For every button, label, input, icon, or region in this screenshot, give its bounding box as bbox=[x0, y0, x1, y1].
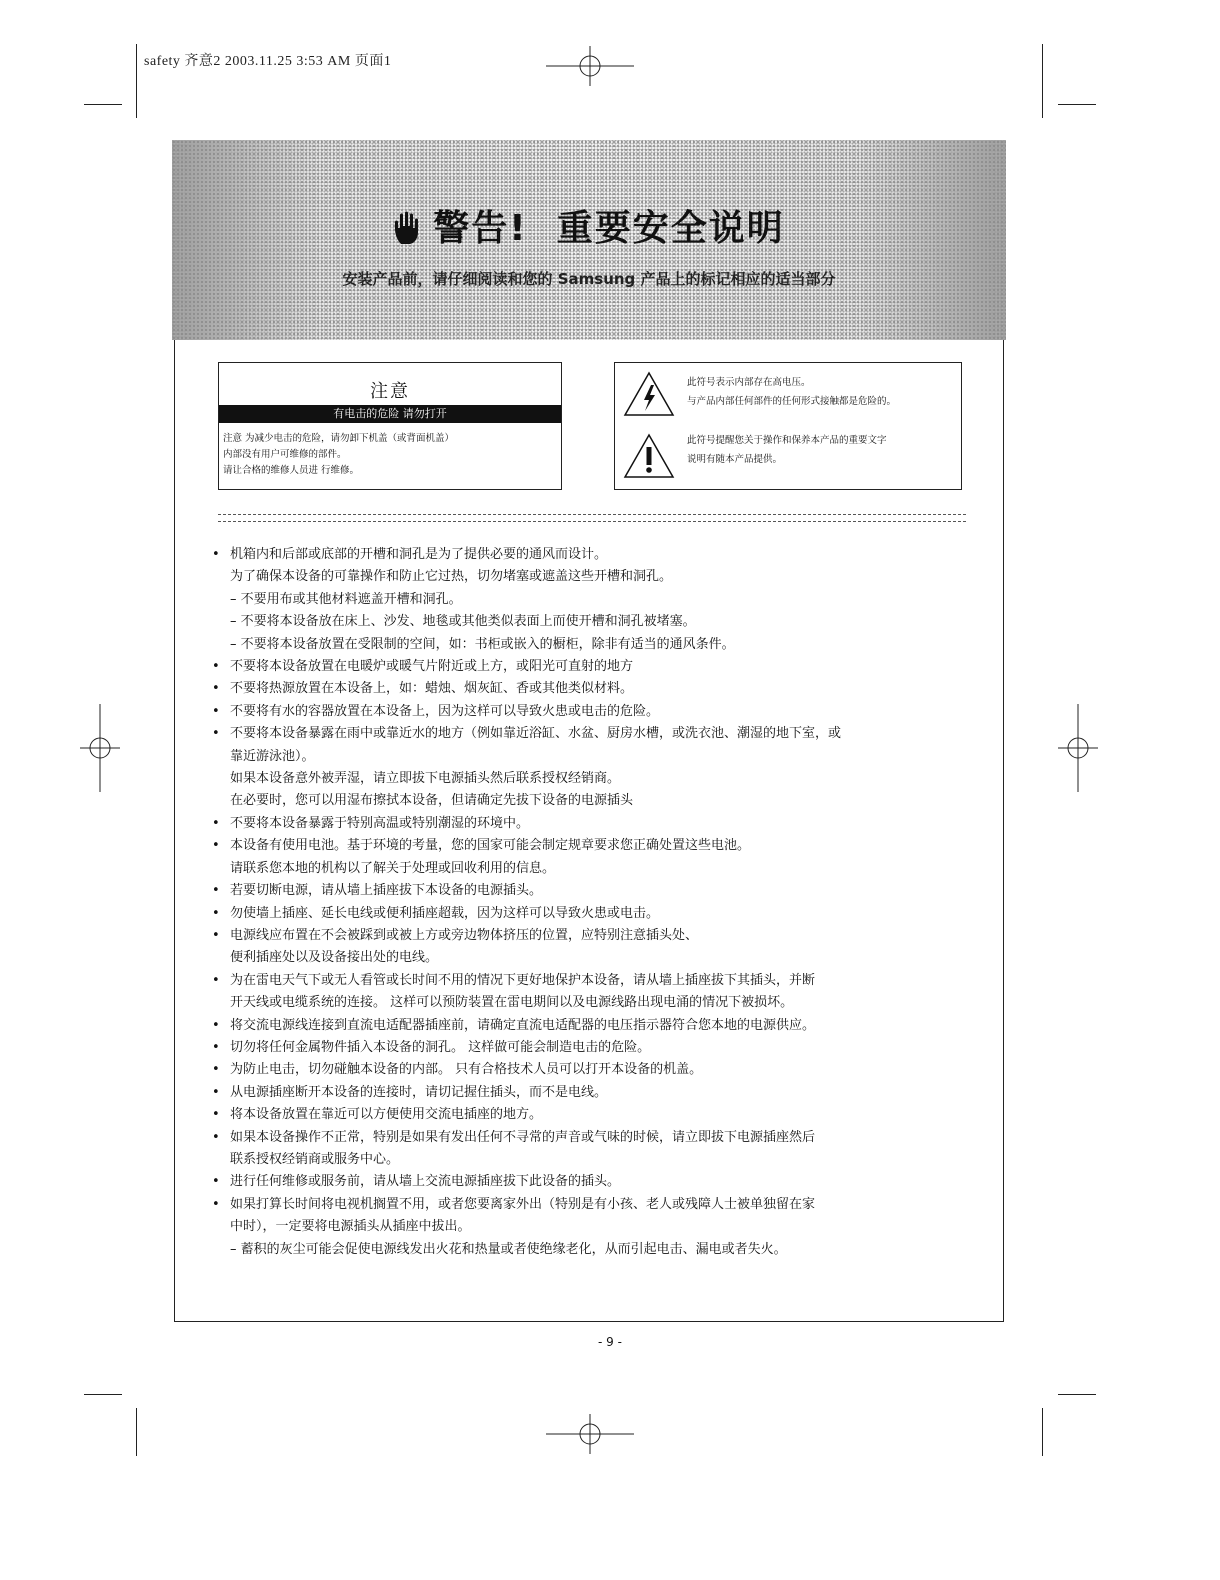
list-item bbox=[210, 835, 980, 857]
caution-bar: 有电击的危险 请勿打开 bbox=[219, 405, 561, 423]
caution-text bbox=[219, 423, 561, 479]
list-item bbox=[210, 656, 980, 678]
list-item-text: – 不要将本设备放在床上、沙发、地毯或其他类似表面上而使开槽和洞孔被堵塞。 bbox=[230, 614, 696, 630]
list-item bbox=[210, 1194, 980, 1216]
page-title bbox=[172, 200, 1006, 251]
list-item-text: 不要将本设备放置在电暖炉或暖气片附近或上方，或阳光可直射的地方 bbox=[230, 659, 634, 675]
bullet-icon: • bbox=[212, 927, 220, 943]
bullet-icon: • bbox=[212, 1174, 220, 1190]
hand-stop-icon bbox=[393, 210, 423, 246]
bullet-icon: • bbox=[212, 659, 220, 675]
divider bbox=[218, 514, 966, 515]
list-item-text: 进行任何维修或服务前，请从墙上交流电源插座拔下此设备的插头。 bbox=[230, 1174, 621, 1190]
page-number: - 9 - bbox=[598, 1335, 622, 1349]
divider bbox=[218, 521, 966, 522]
list-item-text: 便利插座处以及设备接出处的电线。 bbox=[230, 950, 439, 966]
list-item-continuation bbox=[210, 566, 980, 588]
list-item-text: 电源线应布置在不会被踩到或被上方或旁边物体挤压的位置，应特别注意插头处、 bbox=[230, 927, 699, 943]
list-item-text: 在必要时，您可以用湿布擦拭本设备，但请确定先拔下设备的电源插头 bbox=[230, 793, 634, 809]
list-item bbox=[210, 1015, 980, 1037]
symbol-legend-box bbox=[614, 362, 962, 490]
high-voltage-icon bbox=[623, 371, 675, 417]
list-item-text: 机箱内和后部或底部的开槽和洞孔是为了提供必要的通风而设计。 bbox=[230, 547, 608, 562]
list-item-continuation bbox=[210, 611, 980, 633]
bullet-icon: • bbox=[212, 1039, 220, 1055]
list-item-text: – 不要用布或其他材料遮盖开槽和洞孔。 bbox=[230, 591, 462, 607]
crop-mark bbox=[1058, 1394, 1096, 1395]
list-item-continuation bbox=[210, 589, 980, 611]
caution-line: 请让合格的维修人员进 行维修。 bbox=[223, 465, 360, 476]
bullet-icon: • bbox=[212, 838, 220, 854]
lightning-text: 此符号表示内部存在高电压。 bbox=[687, 377, 811, 388]
crop-mark bbox=[84, 104, 122, 105]
list-item bbox=[210, 1082, 980, 1104]
bullet-icon: • bbox=[212, 972, 220, 988]
bullet-icon: • bbox=[212, 815, 220, 831]
list-item-text: 将本设备放置在靠近可以方便使用交流电插座的地方。 bbox=[230, 1107, 543, 1123]
bullet-icon: • bbox=[212, 1084, 220, 1100]
list-item-text: – 蓄积的灰尘可能会促使电源线发出火花和热量或者使绝缘老化，从而引起电击、漏电或者失火。 bbox=[230, 1241, 787, 1257]
crop-mark bbox=[136, 44, 137, 118]
exclamation-text: 此符号提醒您关于操作和保养本产品的重要文字 bbox=[687, 435, 887, 446]
print-slug: safety 齐意2 2003.11.25 3:53 AM 页面1 bbox=[144, 54, 392, 69]
list-item-continuation bbox=[210, 746, 980, 768]
list-item-text: 本设备有使用电池。基于环境的考量，您的国家可能会制定规章要求您正确处置这些电池。 bbox=[230, 838, 751, 854]
list-item-continuation bbox=[210, 768, 980, 790]
title-main: 重要安全说明 bbox=[556, 208, 785, 249]
bullet-icon: • bbox=[212, 883, 220, 899]
caution-box bbox=[218, 362, 562, 490]
list-item bbox=[210, 813, 980, 835]
list-item bbox=[210, 1171, 980, 1193]
lightning-symbol-row bbox=[615, 363, 961, 425]
list-item-text: 靠近游泳池）。 bbox=[230, 748, 315, 764]
caution-line: 内部没有用户可维修的部件。 bbox=[223, 449, 347, 460]
list-item-text: 切勿将任何金属物件插入本设备的洞孔。 这样做可能会制造电击的危险。 bbox=[230, 1039, 651, 1055]
list-item-text: 如果本设备操作不正常，特别是如果有发出任何不寻常的声音或气味的时候，请立即拔下电源插座然后 bbox=[230, 1129, 816, 1145]
list-item-continuation bbox=[210, 1239, 980, 1261]
exclamation-warning-icon bbox=[623, 433, 675, 479]
list-item bbox=[210, 723, 980, 745]
list-item-text: 若要切断电源，请从墙上插座拔下本设备的电源插头。 bbox=[230, 883, 543, 899]
list-item-continuation bbox=[210, 790, 980, 812]
bullet-icon: • bbox=[212, 1062, 220, 1078]
list-item-continuation bbox=[210, 1216, 980, 1238]
list-item-text: 勿使墙上插座、延长电线或便利插座超载，因为这样可以导致火患或电击。 bbox=[230, 905, 660, 921]
crop-mark bbox=[1042, 1408, 1043, 1456]
list-item-text: 为在雷电天气下或无人看管或长时间不用的情况下更好地保护本设备，请从墙上插座拔下其插头，并断 bbox=[230, 972, 816, 988]
crop-mark bbox=[136, 1408, 137, 1456]
bullet-icon: • bbox=[212, 1107, 220, 1123]
list-item-text: 从电源插座断开本设备的连接时，请切记握住插头，而不是电线。 bbox=[230, 1084, 608, 1100]
list-item bbox=[210, 880, 980, 902]
list-item-text: 不要将有水的容器放置在本设备上，因为这样可以导致火患或电击的危险。 bbox=[230, 703, 660, 719]
list-item-text: 不要将本设备暴露于特别高温或特别潮湿的环境中。 bbox=[230, 815, 530, 831]
crop-mark bbox=[84, 1394, 122, 1395]
list-item-text: – 不要将本设备放置在受限制的空间，如：书柜或嵌入的橱柜，除非有适当的通风条件。 bbox=[230, 636, 735, 652]
list-item-continuation bbox=[210, 947, 980, 969]
list-item-continuation bbox=[210, 858, 980, 880]
list-item bbox=[210, 970, 980, 992]
list-item-continuation bbox=[210, 634, 980, 656]
list-item bbox=[210, 903, 980, 925]
safety-instructions-list bbox=[210, 544, 980, 1261]
list-item-continuation bbox=[210, 1149, 980, 1171]
crop-mark bbox=[1058, 104, 1096, 105]
list-item bbox=[210, 544, 980, 566]
warning-header-band bbox=[172, 140, 1006, 340]
list-item bbox=[210, 1037, 980, 1059]
list-item bbox=[210, 678, 980, 700]
list-item bbox=[210, 1104, 980, 1126]
registration-mark-icon bbox=[80, 704, 120, 792]
list-item-text: 如果打算长时间将电视机搁置不用，或者您要离家外出（特别是有小孩、老人或残障人士被单独留在家 bbox=[230, 1196, 816, 1212]
exclamation-text: 说明有随本产品提供。 bbox=[687, 454, 783, 465]
bullet-icon: • bbox=[212, 905, 220, 921]
list-item bbox=[210, 1127, 980, 1149]
page-subtitle: 安装产品前，请仔细阅读和您的 Samsung 产品上的标记相应的适当部分 bbox=[342, 270, 836, 288]
list-item-text: 不要将本设备暴露在雨中或靠近水的地方（例如靠近浴缸、水盆、厨房水槽，或洗衣池、潮湿的地下室，或 bbox=[230, 726, 842, 742]
bullet-icon: • bbox=[212, 547, 220, 562]
list-item bbox=[210, 1059, 980, 1081]
list-item-text: 中时），一定要将电源插头从插座中拔出。 bbox=[230, 1219, 471, 1235]
bullet-icon: • bbox=[212, 1017, 220, 1033]
lightning-text: 与产品内部任何部件的任何形式接触都是危险的。 bbox=[687, 396, 897, 407]
list-item bbox=[210, 701, 980, 723]
registration-mark-icon bbox=[1058, 704, 1098, 792]
registration-mark-icon bbox=[546, 46, 634, 86]
title-warning: 警告! bbox=[433, 208, 528, 249]
registration-mark-icon bbox=[546, 1414, 634, 1454]
caution-line: 注意 为减少电击的危险，请勿卸下机盖（或背面机盖） bbox=[223, 433, 455, 444]
bullet-icon: • bbox=[212, 1129, 220, 1145]
list-item-text: 将交流电源线连接到直流电适配器插座前，请确定直流电适配器的电压指示器符合您本地的电源供应。 bbox=[230, 1017, 816, 1033]
list-item-text: 为了确保本设备的可靠操作和防止它过热，切勿堵塞或遮盖这些开槽和洞孔。 bbox=[230, 569, 673, 585]
caution-title: 注意 bbox=[370, 381, 410, 402]
list-item-text: 开天线或电缆系统的连接。 这样可以预防装置在雷电期间以及电源线路出现电涌的情况下被损坏。 bbox=[230, 995, 794, 1011]
list-item bbox=[210, 925, 980, 947]
list-item-text: 如果本设备意外被弄湿，请立即拔下电源插头然后联系授权经销商。 bbox=[230, 771, 621, 787]
list-item-text: 请联系您本地的机构以了解关于处理或回收利用的信息。 bbox=[230, 860, 556, 876]
crop-mark bbox=[1042, 44, 1043, 118]
exclamation-symbol-row bbox=[615, 425, 961, 487]
bullet-icon: • bbox=[212, 703, 220, 719]
list-item-text: 为防止电击，切勿碰触本设备的内部。 只有合格技术人员可以打开本设备的机盖。 bbox=[230, 1062, 703, 1078]
bullet-icon: • bbox=[212, 1196, 220, 1212]
list-item-continuation bbox=[210, 992, 980, 1014]
list-item-text: 不要将热源放置在本设备上，如：蜡烛、烟灰缸、香或其他类似材料。 bbox=[230, 681, 634, 697]
bullet-icon: • bbox=[212, 726, 220, 742]
list-item-text: 联系授权经销商或服务中心。 bbox=[230, 1151, 400, 1167]
bullet-icon: • bbox=[212, 681, 220, 697]
